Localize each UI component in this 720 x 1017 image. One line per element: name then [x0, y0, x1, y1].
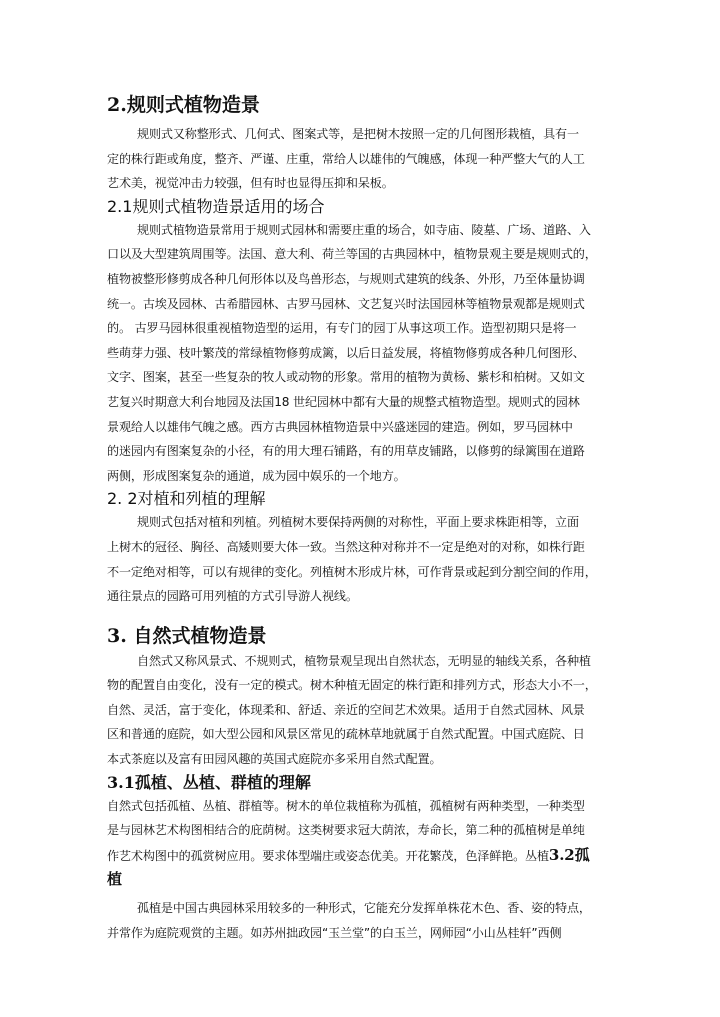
section-3-intro: [107, 649, 615, 772]
text-line: 自然式包括孤植、丛植、群植等。树木的单位栽植称为孤植，孤植树有两种类型，一种类型: [107, 798, 585, 813]
text-line: 上树木的冠径、胸径、高矮则要大体一致。当然这种对称并不一定是绝对的对称，如株行距: [107, 539, 585, 554]
text-line: 植物被整形修剪成各种几何形体以及鸟兽形态，与规则式建筑的线条、外形，乃至体量协调: [107, 271, 585, 286]
text-line: 区和普通的庭院，如大型公园和风景区常见的疏林草地就属于自然式配置。中国式庭院、日: [107, 727, 585, 742]
section-3-2-heading-start: 3.2孤: [548, 845, 590, 864]
text-line: 定的株行距或角度，整齐、严谨、庄重，常给人以雄伟的气魄感，体现一种严整大气的人工: [107, 151, 585, 166]
text-line: 规则式包括对植和列植。列植树木要保持两侧的对称性，平面上要求株距相等，立面: [137, 515, 579, 530]
text-line: 通往景点的园路可用列植的方式引导游人视线。: [107, 589, 358, 604]
section-2-intro: [107, 122, 615, 196]
text-line: 的迷园内有图案复杂的小径，有的用大理石铺路，有的用草皮铺路，以修剪的绿篱围在道路: [107, 444, 585, 459]
text-line: 本式茶庭以及富有田园风趣的英国式庭院亦多采用自然式配置。: [107, 752, 442, 767]
section-3-2-heading-end: 植: [107, 870, 122, 889]
text-line: 文字、图案，甚至一些复杂的牧人或动物的形象。常用的植物为黄杨、紫杉和柏树。又如文: [107, 370, 585, 385]
section-2-2-body: [107, 510, 615, 608]
text-line: 景观给人以雄伟气魄之感。西方古典园林植物造景中兴盛迷园的建造。例如，罗马园林中: [107, 419, 573, 434]
text-line: 规则式又称整形式、几何式、图案式等，是把树木按照一定的几何图形栽植，具有一: [137, 127, 579, 141]
section-2-1-heading: 2.1规则式植物造景适用的场合: [107, 196, 325, 216]
text-line: [107, 843, 615, 868]
section-3-heading: 3. 自然式植物造景: [107, 624, 267, 647]
section-2-2-heading: 2. 2对植和列植的理解: [107, 489, 266, 509]
text-line: 两侧，形成图案复杂的通道，成为园中娱乐的一个地方。: [107, 468, 406, 483]
text-line: 艺术美，视觉冲击力较强，但有时也显得压抑和呆板。: [107, 176, 394, 191]
section-2-heading: 2.规则式植物造景: [107, 94, 260, 116]
text-line: 的。 古罗马园林很重视植物造型的运用，有专门的园丁从事这项工作。造型初期只是将一: [107, 321, 577, 336]
text-line: 些萌芽力强、枝叶繁茂的常绿植物修剪成篱，以后日益发展，将植物修剪成各种几何图形、: [107, 345, 585, 360]
text-line: 艺复兴时期意大利台地园及法国18 世纪园林中都有大量的规整式植物造型。规则式的园林: [107, 394, 580, 409]
section-3-1-heading: 3.1孤植、丛植、群植的理解: [107, 772, 311, 792]
text-run: 作艺术构图中的孤赏树应用。要求体型端庄或姿态优美。开花繁茂，色泽鲜艳。丛植: [107, 848, 549, 863]
text-line: 并常作为庭院观赏的主题。如苏州拙政园“玉兰堂”的白玉兰，网师园“小山丛桂轩”西侧: [107, 925, 562, 940]
text-line: 自然、灵活，富于变化，体现柔和、舒适、亲近的空间艺术效果。适用于自然式园林、风景: [107, 702, 585, 717]
document-page: [107, 92, 615, 945]
text-line: 口以及大型建筑周围等。法国、意大利、荷兰等国的古典园林中，植物景观主要是规则式的，: [107, 247, 597, 262]
text-line: 不一定绝对相等，可以有规律的变化。列植树木形成片林，可作背景或起到分割空间的作用，: [107, 564, 597, 579]
text-line: [107, 867, 615, 892]
text-line: 物的配置自由变化，没有一定的模式。树木种植无固定的株行距和排列方式，形态大小不一，: [107, 678, 597, 693]
section-3-1-body: [107, 794, 615, 892]
text-line: 统一。古埃及园林、古希腊园林、古罗马园林、文艺复兴时法国园林等植物景观都是规则式: [107, 296, 585, 311]
text-line: 自然式又称风景式、不规则式，植物景观呈现出自然状态，无明显的轴线关系，各种植: [137, 653, 591, 668]
section-3-2-body: [107, 896, 615, 945]
section-2-1-body: [107, 218, 615, 489]
text-line: 规则式植物造景常用于规则式园林和需要庄重的场合，如寺庙、陵墓、广场、道路、入: [137, 222, 591, 237]
text-line: 是与园林艺术构图相结合的庇荫树。这类树要求冠大荫浓，寿命长，第二种的孤植树是单纯: [107, 823, 585, 838]
text-line: 孤植是中国古典园林采用较多的一种形式，它能充分发挥单株花木色、香、姿的特点，: [137, 901, 591, 916]
